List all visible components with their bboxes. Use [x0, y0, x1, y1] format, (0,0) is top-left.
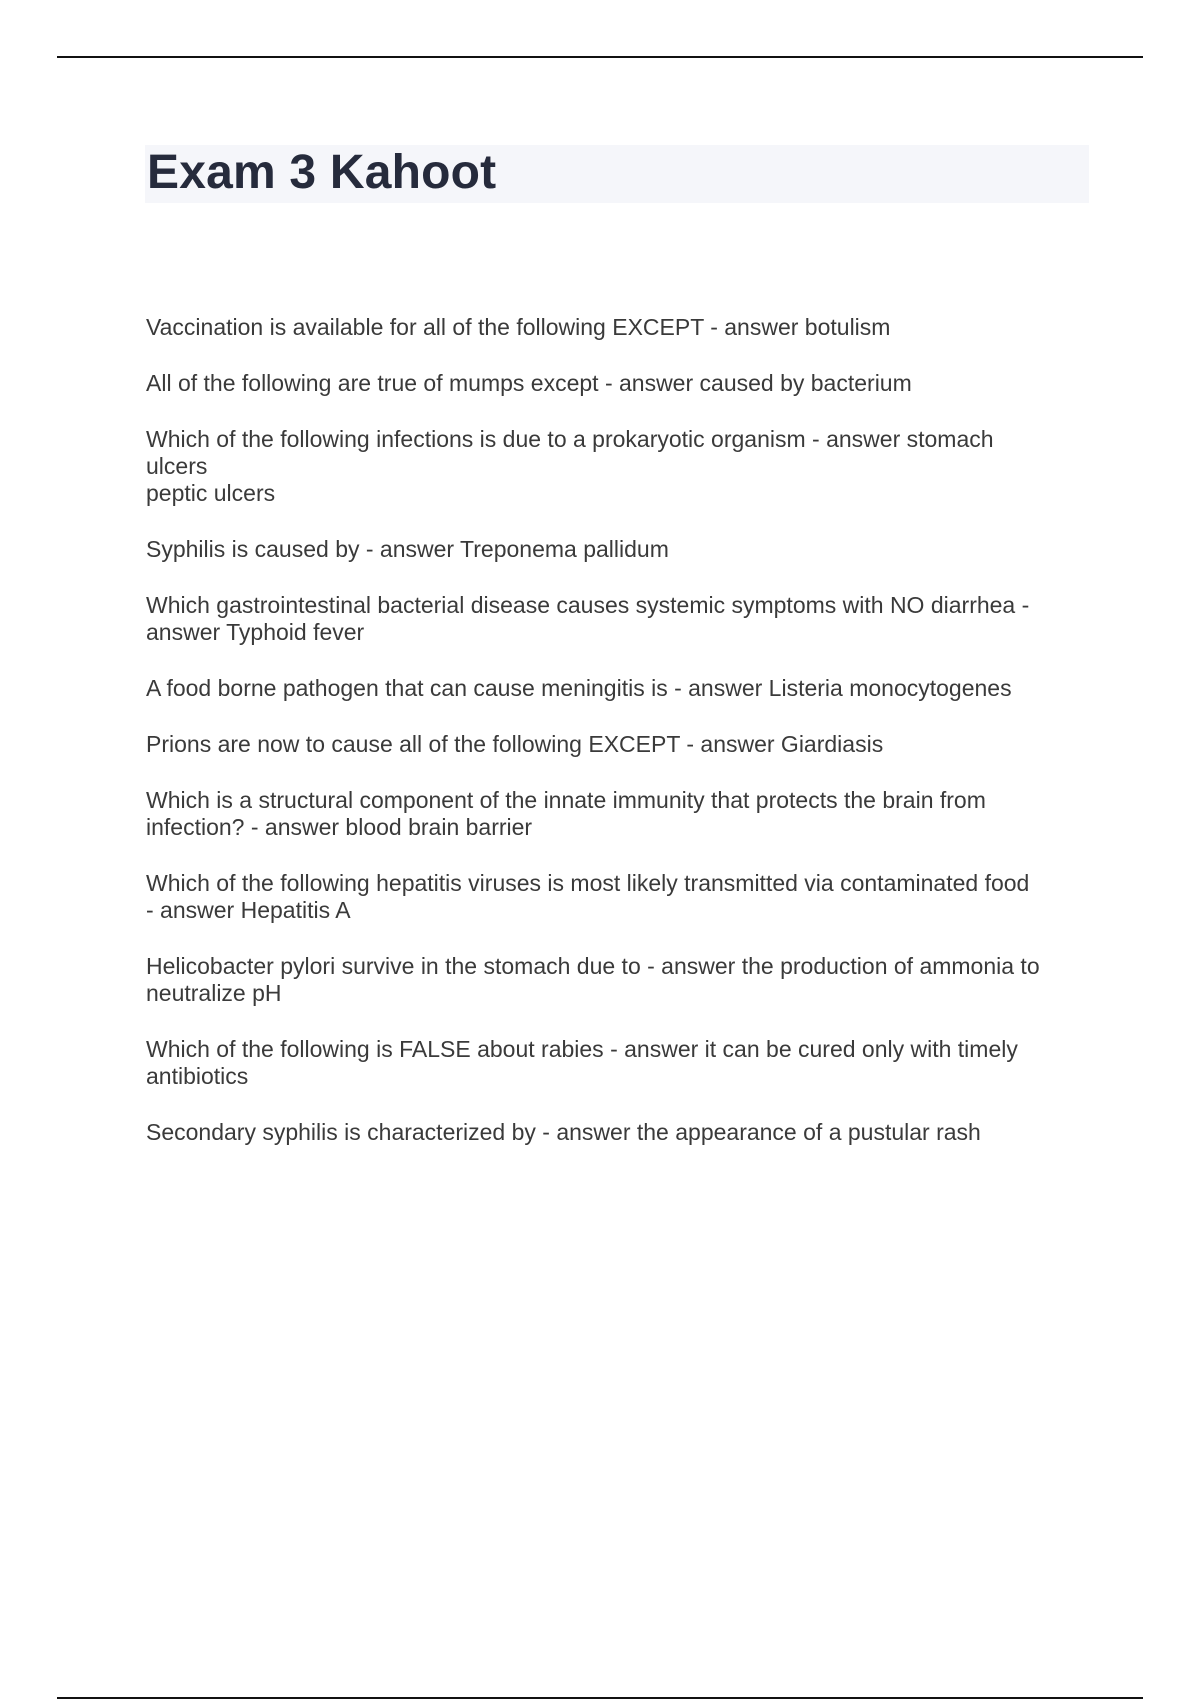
bottom-divider [57, 1697, 1143, 1699]
qa-item-8: Which is a structural component of the innate immunity that protects the brain from infection? - answer blood brain barrier [146, 787, 986, 840]
qa-item-2: All of the following are true of mumps except - answer caused by bacterium [146, 370, 912, 396]
qa-item-6: A food borne pathogen that can cause meningitis is - answer Listeria monocytogenes [146, 675, 1012, 701]
qa-item-4: Syphilis is caused by - answer Treponema pallidum [146, 536, 669, 562]
qa-item-3: Which of the following infections is due to a prokaryotic organism - answer stomach ulcers peptic ulcers [146, 426, 994, 506]
qa-item-5: Which gastrointestinal bacterial disease causes systemic symptoms with NO diarrhea - answer Typhoid fever [146, 592, 1030, 645]
qa-item-11: Which of the following is FALSE about rabies - answer it can be cured only with timely antibiotics [146, 1036, 1018, 1089]
question-answer-list [146, 314, 1096, 1175]
qa-item-10: Helicobacter pylori survive in the stomach due to - answer the production of ammonia to neutralize pH [146, 953, 1040, 1006]
document-title: Exam 3 Kahoot [147, 146, 497, 199]
qa-item-7: Prions are now to cause all of the following EXCEPT - answer Giardiasis [146, 731, 884, 757]
top-divider [57, 56, 1143, 58]
qa-item-1: Vaccination is available for all of the following EXCEPT - answer botulism [146, 314, 891, 340]
qa-item-9: Which of the following hepatitis viruses is most likely transmitted via contaminated food - answer Hepatitis A [146, 870, 1030, 923]
qa-item-12: Secondary syphilis is characterized by - answer the appearance of a pustular rash [146, 1119, 981, 1145]
